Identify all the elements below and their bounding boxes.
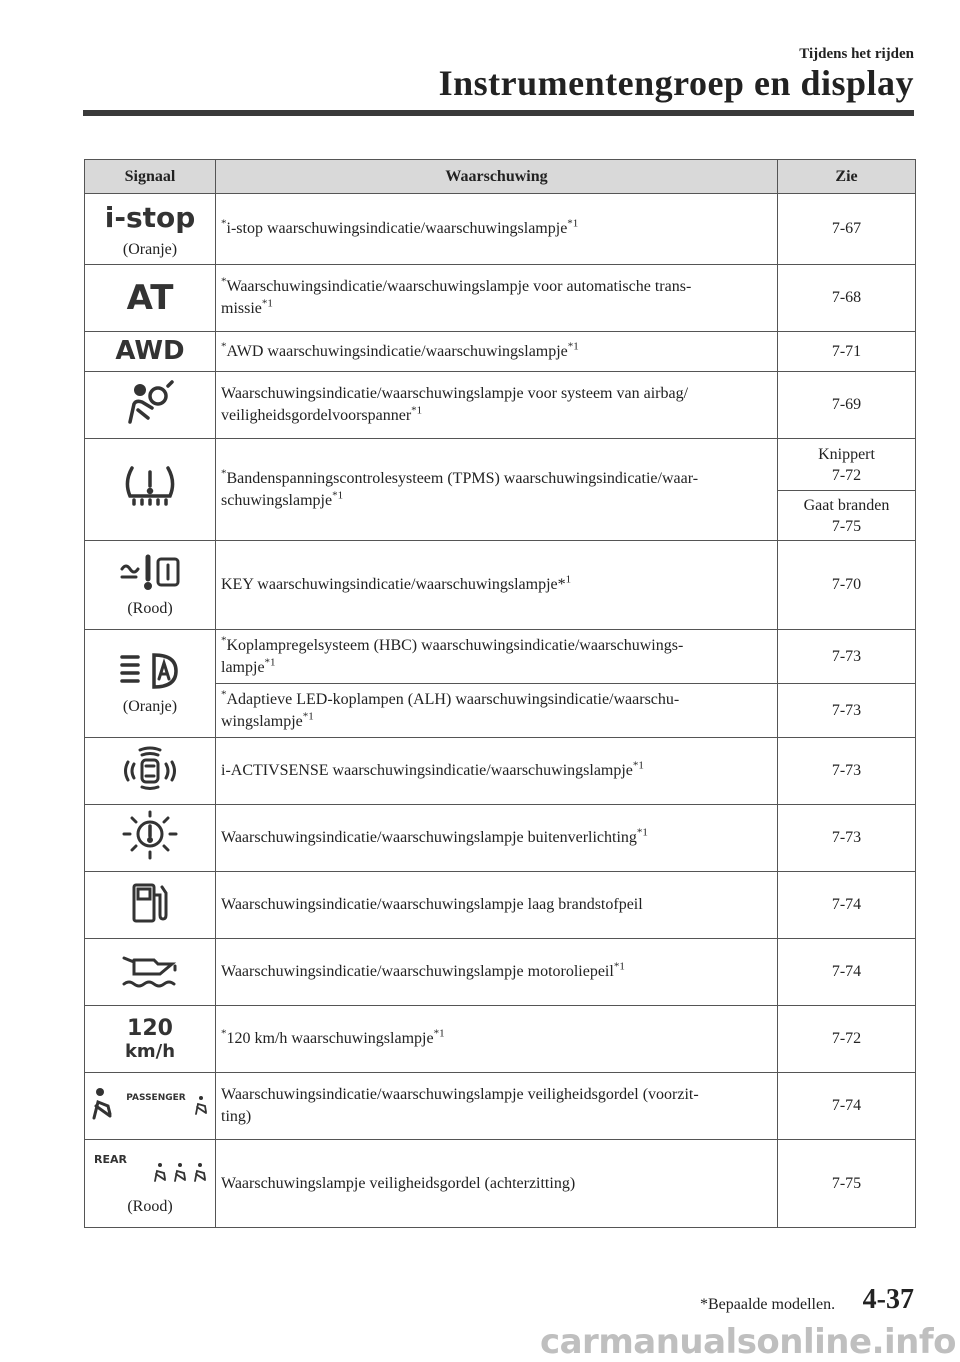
- footnote-ref: 1: [565, 573, 572, 586]
- warning-text: [216, 541, 778, 630]
- page-ref: 7-73: [778, 805, 916, 872]
- warning-label: Waarschuwingslampje veiligheidsgordel (achterzitting): [221, 1174, 576, 1192]
- page-number: 4-37: [862, 1284, 914, 1315]
- signal-cell: [85, 194, 216, 265]
- signal-cell: [85, 872, 216, 939]
- page-ref: 7-67: [778, 194, 916, 265]
- warning-text: [216, 630, 778, 684]
- page-ref: 7-75: [778, 1140, 916, 1228]
- warning-label: i-stop waarschuwingsindicatie/waarschuwingslampje: [226, 220, 568, 237]
- watermark: carmanualsonline.info: [539, 1322, 956, 1362]
- warning-text: [216, 939, 778, 1006]
- model-star: *: [221, 1027, 227, 1040]
- signal-cell: [85, 738, 216, 805]
- signal-cell: [85, 630, 216, 738]
- table-row: [85, 541, 916, 630]
- warning-label: AWD waarschuwingsindicatie/waarschuwingslampje: [226, 342, 568, 360]
- warning-text: [216, 872, 778, 939]
- warning-text: [216, 738, 778, 805]
- table-row: [85, 439, 916, 491]
- ref-page: 7-72: [831, 466, 862, 484]
- warning-label-continued: lampje: [221, 658, 265, 676]
- footnote-ref: *1: [411, 404, 423, 417]
- page-ref: 7-74: [778, 1073, 916, 1140]
- automatic-transmission-icon: [120, 277, 180, 318]
- model-star: *: [221, 467, 227, 480]
- page-ref: 7-70: [778, 541, 916, 630]
- warning-text: [216, 372, 778, 439]
- warning-text: [216, 1140, 778, 1228]
- table-row: [85, 939, 916, 1006]
- warning-label-continued: schuwingslampje: [221, 491, 333, 509]
- warning-text: [216, 805, 778, 872]
- color-caption: (Rood): [127, 599, 173, 617]
- ref-label: Knippert: [818, 445, 875, 463]
- color-caption: (Rood): [127, 1198, 173, 1215]
- warning-label: Bandenspanningscontrolesysteem (TPMS) waarschuwingsindicatie/waar-: [226, 469, 699, 487]
- page-ref-gaat-branden: [778, 491, 916, 541]
- table-row: [85, 805, 916, 872]
- warning-label-continued: ting): [221, 1108, 252, 1125]
- footnote-ref: *1: [433, 1027, 445, 1040]
- footnote-text: *Bepaalde modellen.: [700, 1296, 836, 1313]
- signal-cell: [85, 372, 216, 439]
- header-rule: [83, 110, 914, 116]
- speed-unit: km/h: [124, 1040, 176, 1062]
- fuel-icon: [128, 881, 172, 925]
- rear-label: REAR: [94, 1153, 127, 1166]
- footnote-ref: *1: [264, 656, 276, 669]
- table-row: [85, 1073, 916, 1140]
- signal-cell: [85, 939, 216, 1006]
- oil-level-icon: [120, 950, 180, 990]
- table-row: [85, 1006, 916, 1073]
- page-ref: 7-71: [778, 332, 916, 372]
- ref-label: Gaat branden: [803, 496, 890, 514]
- table-header-row: [85, 160, 916, 194]
- warning-label: Koplampregelsysteem (HBC) waarschuwingsindicatie/waarschuwings-: [226, 636, 684, 654]
- model-star: *: [221, 688, 227, 701]
- table-row: [85, 630, 916, 684]
- page-ref: 7-74: [778, 939, 916, 1006]
- warning-label: Waarschuwingsindicatie/waarschuwingslampje laag brandstofpeil: [221, 896, 643, 913]
- signal-cell: [85, 439, 216, 541]
- signal-cell: [85, 541, 216, 630]
- table-row: [85, 738, 916, 805]
- column-header-signaal: Signaal: [85, 160, 216, 194]
- rear-seatbelt-icon: [88, 1151, 212, 1191]
- awd-label: AWD: [115, 336, 185, 366]
- warning-text: [216, 684, 778, 738]
- warning-label-continued: wingslampje: [221, 712, 303, 730]
- warning-label: Adaptieve LED-koplampen (ALH) waarschuwingsindicatie/waarschu-: [226, 690, 680, 708]
- table-row: [85, 872, 916, 939]
- i-stop-icon: [104, 200, 196, 234]
- signal-cell: [85, 805, 216, 872]
- at-label: AT: [126, 277, 174, 318]
- page-ref-knippert: [778, 439, 916, 491]
- warning-text: [216, 265, 778, 332]
- color-caption: (Oranje): [122, 698, 178, 715]
- model-star: *: [221, 217, 227, 230]
- column-header-zie: Zie: [778, 160, 916, 194]
- page-title: Instrumentengroep en display: [438, 63, 914, 103]
- footnote-ref: *1: [613, 960, 625, 973]
- footnote-ref: *1: [302, 710, 314, 723]
- airbag-icon: [124, 380, 176, 426]
- color-caption: (Oranje): [122, 240, 178, 258]
- footnote-ref: *1: [632, 759, 644, 772]
- page-ref: 7-69: [778, 372, 916, 439]
- i-activsense-icon: [122, 744, 178, 794]
- table-row: [85, 372, 916, 439]
- warning-table: [84, 159, 916, 1228]
- warning-label: Waarschuwingsindicatie/waarschuwingslampje voor automatische trans-: [226, 278, 692, 295]
- passenger-seatbelt-icon: [88, 1084, 212, 1124]
- signal-cell: [85, 1073, 216, 1140]
- signal-cell: [85, 332, 216, 372]
- ref-page: 7-75: [831, 517, 862, 535]
- warning-text: [216, 1073, 778, 1140]
- warning-label-continued: missie: [221, 300, 262, 317]
- warning-text: [216, 194, 778, 265]
- model-star: *: [221, 634, 227, 647]
- page-ref: 7-73: [778, 738, 916, 805]
- footnote-ref: *1: [567, 340, 579, 353]
- signal-cell: [85, 1140, 216, 1228]
- page-ref: 7-68: [778, 265, 916, 332]
- i-stop-label: i-stop: [104, 200, 196, 234]
- tpms-icon: [120, 462, 180, 512]
- exterior-light-icon: [120, 810, 180, 862]
- page-ref: 7-72: [778, 1006, 916, 1073]
- speed-number: 120: [127, 1015, 173, 1041]
- warning-text: [216, 332, 778, 372]
- speed-120-icon: [122, 1014, 178, 1060]
- page-ref: 7-73: [778, 684, 916, 738]
- page-ref: 7-73: [778, 630, 916, 684]
- column-header-waarschuwing: Waarschuwing: [216, 160, 778, 194]
- signal-cell: [85, 1006, 216, 1073]
- footnote-ref: *1: [332, 489, 344, 502]
- hbc-headlight-icon: [118, 651, 182, 691]
- warning-label: Waarschuwingsindicatie/waarschuwingslampje buitenverlichting: [221, 829, 637, 846]
- table-row: [85, 1140, 916, 1228]
- table-row: [85, 332, 916, 372]
- warning-label: Waarschuwingsindicatie/waarschuwingslampje voor systeem van airbag/: [221, 385, 689, 402]
- footnote-ref: *1: [261, 297, 273, 310]
- page-ref: 7-74: [778, 872, 916, 939]
- footnote-ref: *1: [567, 217, 579, 230]
- warning-label: Waarschuwingsindicatie/waarschuwingslampje motoroliepeil: [221, 963, 614, 980]
- warning-label: Waarschuwingsindicatie/waarschuwingslampje veiligheidsgordel (voorzit-: [221, 1086, 699, 1103]
- warning-label: 120 km/h waarschuwingslampje: [226, 1030, 434, 1047]
- warning-text: [216, 439, 778, 541]
- warning-text: [216, 1006, 778, 1073]
- table-row: [85, 194, 916, 265]
- key-warning-icon: [118, 553, 182, 593]
- signal-cell: [85, 265, 216, 332]
- table-row: [85, 265, 916, 332]
- warning-label-continued: veiligheidsgordelvoorspanner: [221, 407, 412, 424]
- warning-label: i-ACTIVSENSE waarschuwingsindicatie/waarschuwingslampje: [221, 762, 633, 779]
- model-star: *: [221, 340, 227, 353]
- section-header: Tijdens het rijden: [799, 46, 914, 62]
- warning-label: KEY waarschuwingsindicatie/waarschuwingslampje*: [221, 576, 566, 593]
- awd-icon: [115, 335, 185, 366]
- footnote-ref: *1: [636, 826, 648, 839]
- model-star: *: [221, 275, 227, 288]
- passenger-label: PASSENGER: [126, 1092, 186, 1103]
